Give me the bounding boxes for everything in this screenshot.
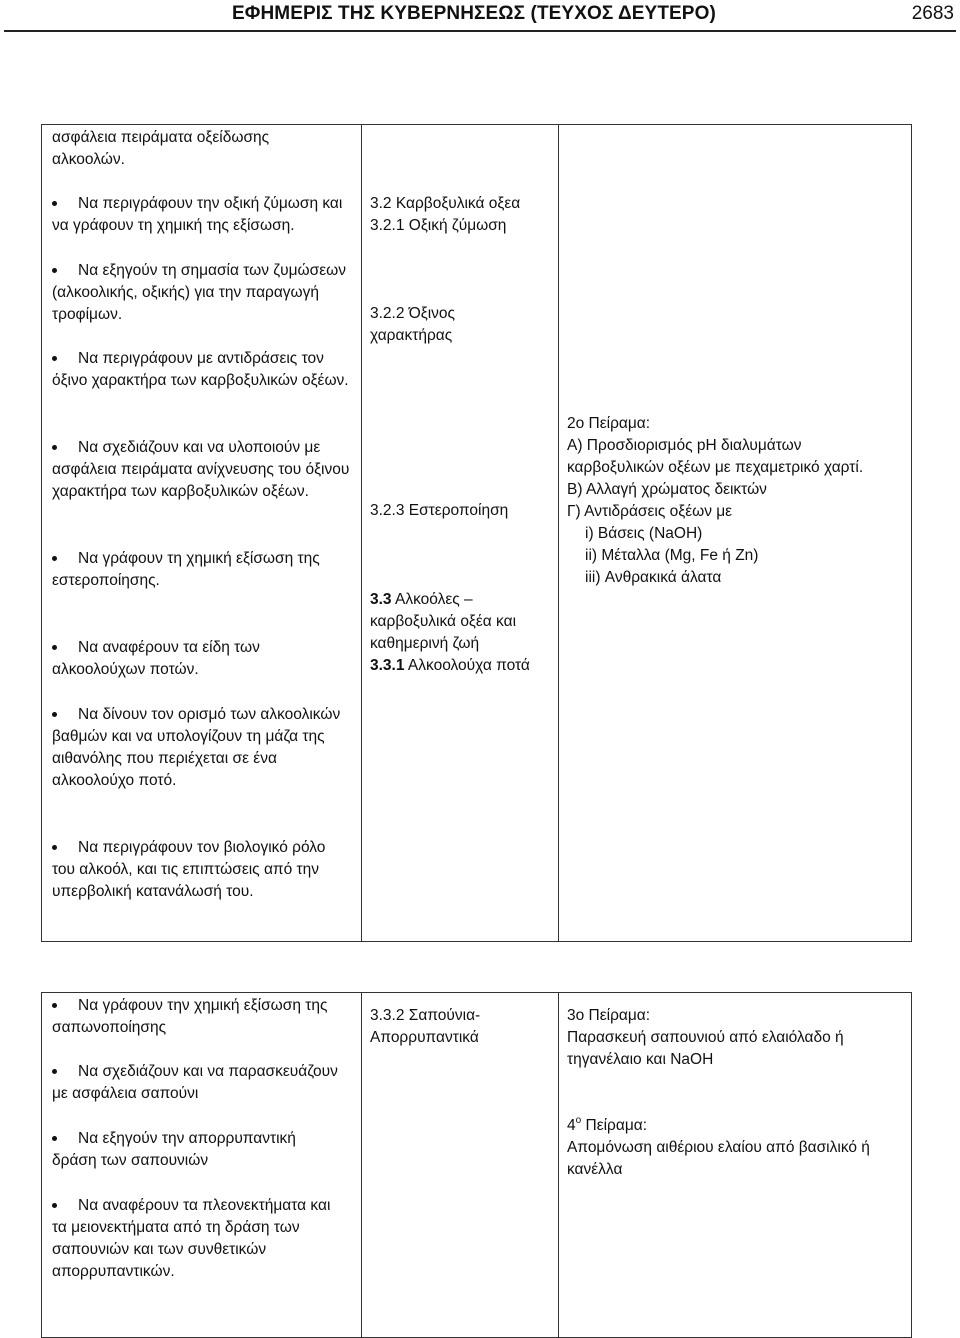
header-divider (4, 30, 956, 32)
experiments-cell (559, 125, 912, 942)
table-row (42, 993, 912, 1338)
bullet-icon (52, 356, 57, 361)
bullet-icon (52, 556, 57, 561)
list-item: Να γράφουν την χημική εξίσωση της σαπωνοποίησης (52, 997, 328, 1036)
experiment-line: Παρασκευή σαπουνιού από ελαιόλαδο ή τηγανέλαιο και NaOH (567, 1029, 844, 1068)
sections-cell (362, 125, 559, 942)
experiment-line: Β) Αλλαγή χρώματος δεικτών (567, 481, 767, 498)
syllabus-table-1 (41, 124, 912, 942)
list-item: Να δίνουν τον ορισμό των αλκοολικών βαθμών και να υπολογίζουν τη μάζα της αιθανόλης που περιέχεται σε ένα αλκοολούχο ποτό. (52, 706, 341, 789)
section-heading: 3.2.3 Εστεροποίηση (370, 502, 509, 519)
list-item: Να σχεδιάζουν και να παρασκευάζουν με ασφάλεια σαπούνι (52, 1063, 338, 1102)
experiment-subline: iii) Ανθρακικά άλατα (585, 569, 722, 586)
section-heading: 3.3 Αλκοόλες – καρβοξυλικά οξέα και καθημερινή ζωή (370, 591, 517, 652)
list-item: Να αναφέρουν τα πλεονεκτήματα και τα μειονεκτήματα από τη δράση των σαπουνιών και των συνθετικών απορρυπαντικών. (52, 1197, 331, 1280)
bullet-icon (52, 268, 57, 273)
list-item: Να αναφέρουν τα είδη των αλκοολούχων ποτών. (52, 639, 260, 678)
experiment-title: 3ο Πείραμα: (567, 1007, 651, 1024)
experiment-line: Γ) Αντιδράσεις οξέων με (567, 503, 733, 520)
section-heading: 3.2.1 Οξική ζύμωση (370, 217, 507, 234)
section-heading: 3.3.2 Σαπούνια- Απορρυπαντικά (370, 1007, 481, 1046)
list-item: Να σχεδιάζουν και να υλοποιούν με ασφάλεια πειράματα ανίχνευσης του όξινου χαρακτήρα των καρβοξυλικών οξέων. (52, 439, 350, 500)
experiment-block (567, 1005, 887, 1071)
list-item: Να εξηγούν την απορρυπαντική δράση των σαπουνιών (52, 1130, 296, 1169)
list-item: Να περιγράφουν τον βιολογικό ρόλο του αλκοόλ, και τις επιπτώσεις από την υπερβολική κατανάλωσή του. (52, 839, 326, 900)
experiment-subline: ii) Μέταλλα (Mg, Fe ή Zn) (585, 547, 759, 564)
list-item: Να γράφουν τη χημική εξίσωση της εστεροποίησης. (52, 550, 320, 589)
experiment-subline: i) Βάσεις (NaOH) (585, 525, 703, 542)
section-heading: 3.2 Καρβοξυλικά οξεα (370, 195, 521, 212)
experiment-line: Απομόνωση αιθέριου ελαίου από βασιλικό ή κανέλλα (567, 1139, 870, 1178)
experiments-cell (559, 993, 912, 1338)
bullet-icon (52, 201, 57, 206)
experiment-title: 2ο Πείραμα: (567, 415, 651, 432)
page-header (0, 0, 960, 32)
bullet-icon (52, 1003, 57, 1008)
sections-cell (362, 993, 559, 1338)
bullet-icon (52, 1203, 57, 1208)
experiment-title: $4^o$ Πείραμα: (567, 1115, 648, 1134)
page-number: 2683 (911, 3, 954, 24)
bullet-icon (52, 712, 57, 717)
bullet-icon (52, 845, 57, 850)
objectives-cell (42, 993, 362, 1338)
bullet-icon (52, 1136, 57, 1141)
section-heading: 3.3.1 Αλκοολούχα ποτά (370, 657, 530, 674)
bullet-icon (52, 645, 57, 650)
experiment-block (567, 1115, 887, 1181)
list-item: Να περιγράφουν με αντιδράσεις τον όξινο χαρακτήρα των καρβοξυλικών οξέων. (52, 350, 349, 389)
bullet-icon (52, 445, 57, 450)
objectives-cell (42, 125, 362, 942)
list-item: Να εξηγούν τη σημασία των ζυμώσεων (αλκοολικής, οξικής) για την παραγωγή τροφίμων. (52, 262, 346, 323)
table-row (42, 125, 912, 942)
list-item: Να περιγράφουν την οξική ζύμωση και να γράφουν τη χημική της εξίσωση. (52, 195, 343, 234)
continuation-text: ασφάλεια πειράματα οξείδωσης αλκοολών. (52, 129, 270, 168)
experiment-block (567, 413, 867, 589)
section-heading: 3.2.2 Όξινος χαρακτήρας (370, 305, 456, 344)
experiment-line: Α) Προσδιορισμός pH διαλυμάτων καρβοξυλικών οξέων με πεχαμετρικό χαρτί. (567, 437, 864, 476)
bullet-icon (52, 1069, 57, 1074)
gazette-title: ΕΦΗΜΕΡΙΣ ΤΗΣ ΚΥΒΕΡΝΗΣΕΩΣ (ΤΕΥΧΟΣ ΔΕΥΤΕΡΟ) (232, 3, 716, 24)
syllabus-table-2 (41, 992, 912, 1338)
